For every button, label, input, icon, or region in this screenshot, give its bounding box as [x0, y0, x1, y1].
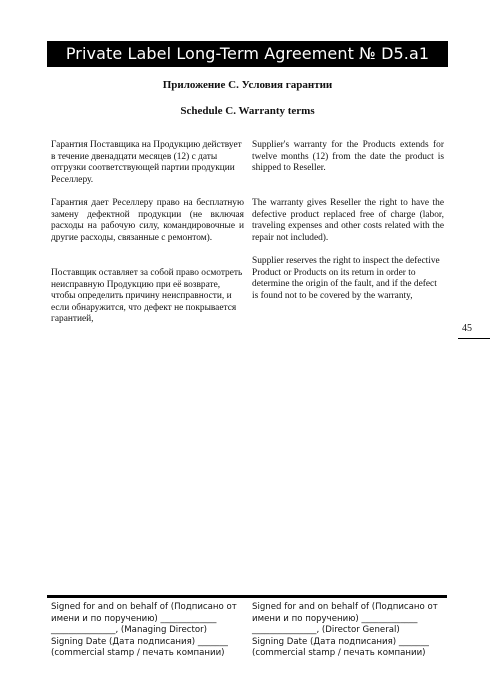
schedule-heading-en: Schedule C. Warranty terms — [180, 105, 315, 117]
signature-line: (commercial stamp / печать компании) — [252, 648, 426, 658]
clause-en-1: Supplier's warranty for the Products extends for twelve months (12) from the date the product is shipped to Reseller. — [252, 140, 444, 174]
signature-line: имени и по поручению) _____________ — [252, 613, 418, 624]
signature-line: Signing Date (Дата подписания) _______ — [252, 636, 429, 647]
page-number-rule — [458, 338, 490, 339]
clause-en-3: Supplier reserves the right to inspect the defective Product or Products on its return in order to determine the origin of the fault, and if the defect is found not to be covered by the warranty, — [252, 256, 440, 301]
signature-divider — [47, 595, 447, 598]
signature-line: Signing Date (Дата подписания) _______ — [51, 636, 228, 647]
signature-line: _______________, (Director General) — [252, 625, 400, 635]
signature-line: имени и по поручению) _____________ — [51, 613, 217, 624]
clause-en-2: The warranty gives Reseller the right to have the defective product replaced free of charge (labor, traveling expenses and other costs related with the repair not included). — [252, 198, 444, 243]
signature-line: Signed for and on behalf of (Подписано от — [252, 602, 438, 612]
signature-block-supplier — [252, 602, 438, 660]
schedule-heading-ru: Приложение С. Условия гарантии — [162, 79, 333, 91]
agreement-title-bar — [47, 41, 448, 67]
agreement-title: Private Label Long-Term Agreement № D5.a1 — [65, 44, 430, 63]
signature-block-reseller — [51, 602, 237, 660]
signature-line: Signed for and on behalf of (Подписано от — [51, 602, 237, 612]
signature-line: (commercial stamp / печать компании) — [51, 648, 225, 658]
signature-line: _______________, (Managing Director) — [51, 625, 208, 635]
clause-ru-1: Гарантия Поставщика на Продукцию действует в течение двенадцати месяцев (12) с даты отгрузки соответствующей партии продукции Реселлеру. — [51, 140, 242, 185]
page-number: 45 — [462, 323, 472, 334]
clause-ru-2: Гарантия дает Реселлеру право на бесплатную замену дефектной продукции (не включая расходы на рабочую силу, командировочные и другие расходы, связанные с ремонтом). — [51, 198, 244, 243]
clause-ru-3: Поставщик оставляет за собой право осмотреть неисправную Продукцию при её возврате, чтобы определить причину неисправности, и если обнаружится, что дефект не покрывается гарантией, — [51, 268, 243, 325]
